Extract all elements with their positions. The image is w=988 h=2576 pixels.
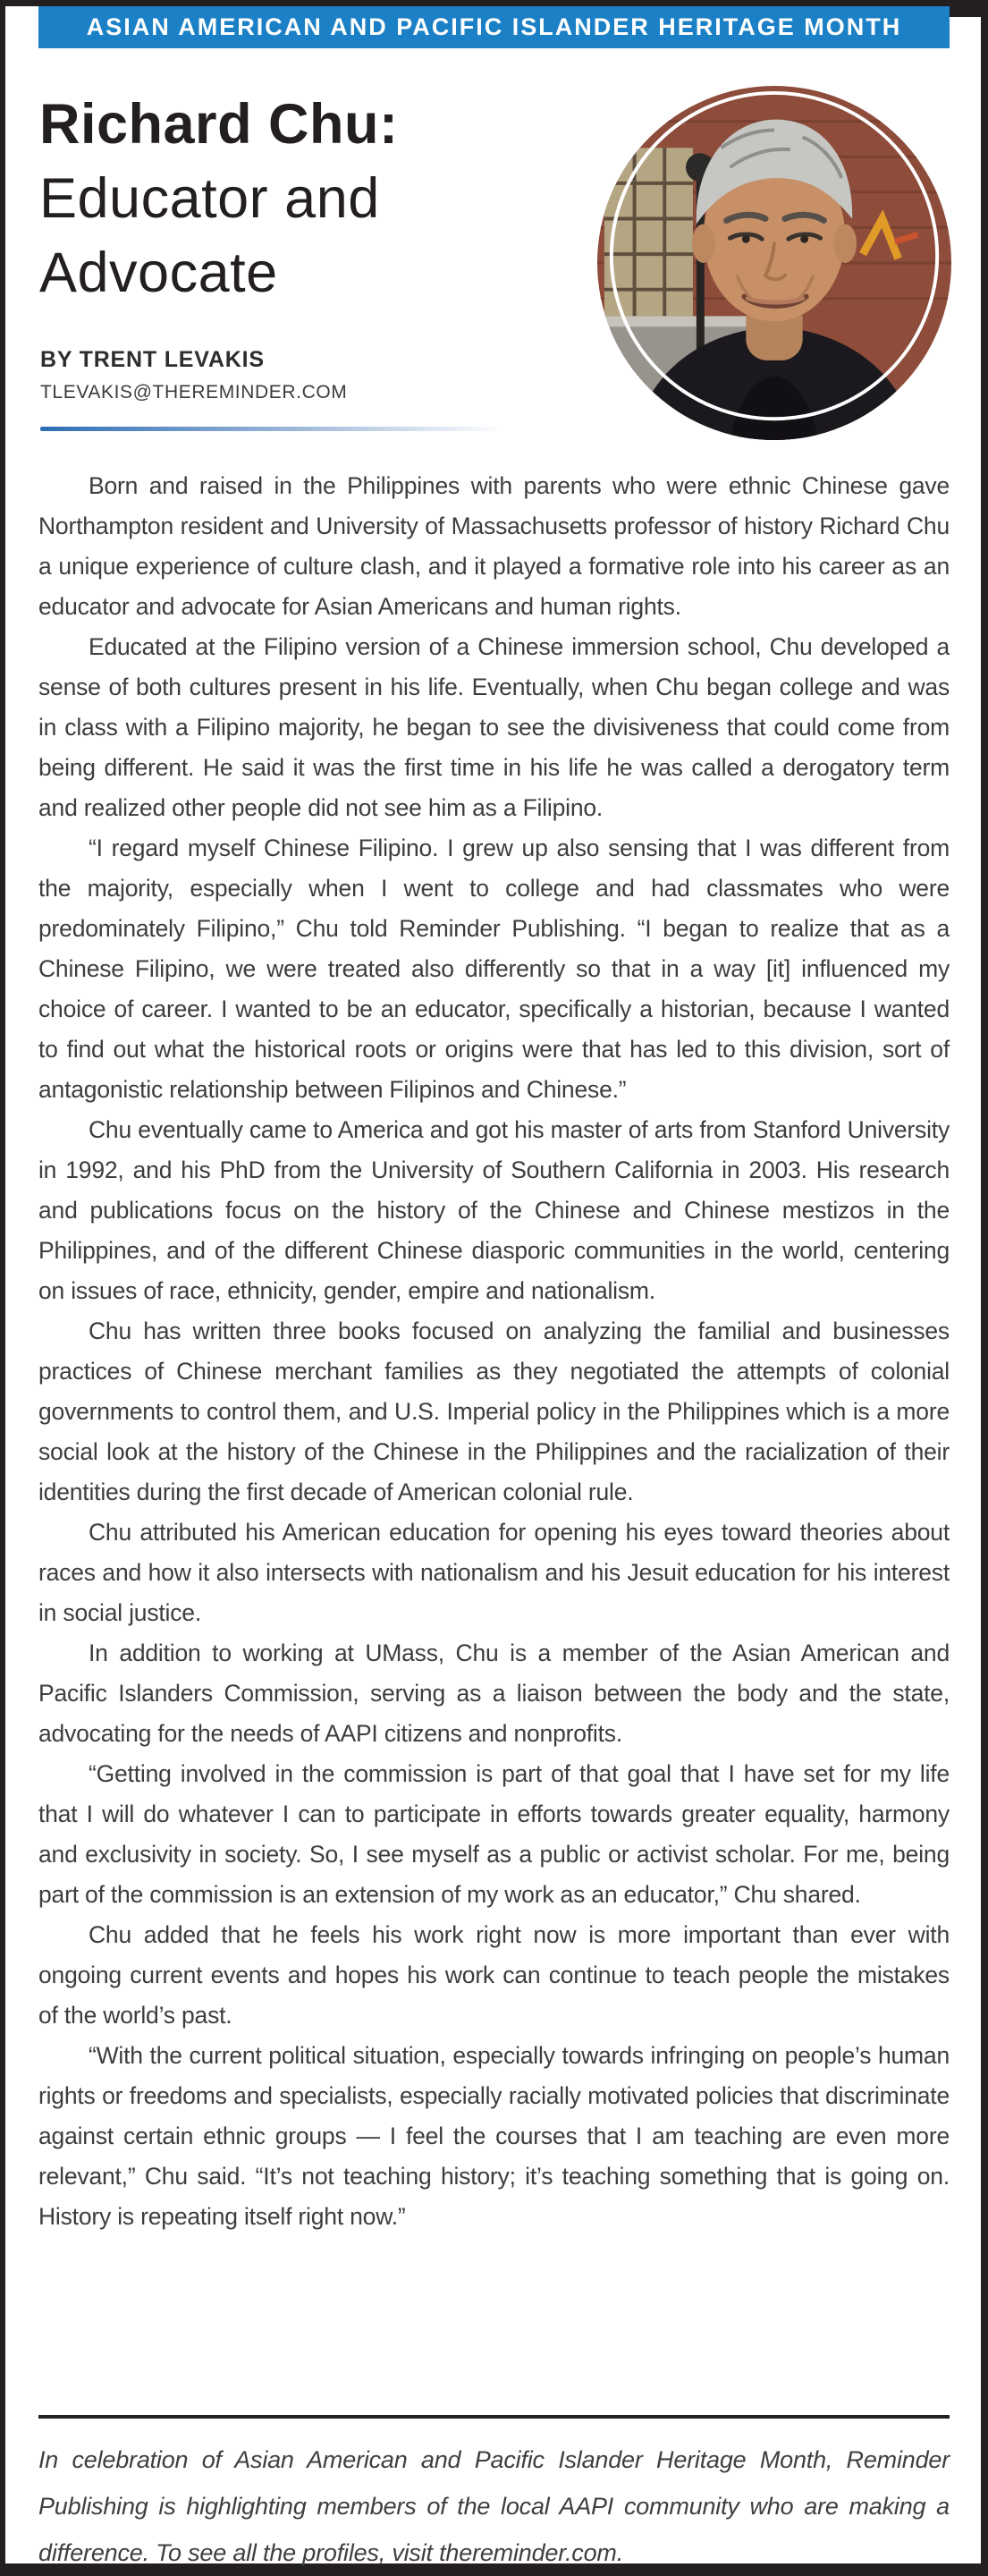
- article-paragraph: “With the current political situation, especially towards infringing on people’s human rights or freedoms and specialists, especially racially motivated policies that discriminate against certain ethnic groups — I feel the courses that I am teaching are even more relevant,” Chu said. “It’s not teaching history; it’s teaching something that is going on. History is repeating itself right now.”: [38, 2042, 950, 2230]
- footer-divider: [38, 2415, 950, 2419]
- page-border-left: [0, 0, 5, 2576]
- byline-author: BY TRENT LEVAKIS: [40, 347, 265, 372]
- article-paragraph: Educated at the Filipino version of a Chinese immersion school, Chu developed a sense of both cultures present in his life. Eventually, when Chu began college and was in class with a Filipino majority, he began to see the divisiveness that could come from being different. He said it was the first time in his life he was called a derogatory term and realized other people did not see him as a Filipino.: [38, 633, 950, 821]
- article-paragraph: Chu has written three books focused on analyzing the familial and businesses practices of Chinese merchant families as they negotiated the attempts of colonial governments to control them, and U.S. Imperial policy in the Philippines which is a more social look at the history of the Chinese in the Philippines and the racialization of their identities during the first decade of American colonial rule.: [38, 1318, 950, 1505]
- title-line-2: Educator and: [39, 167, 380, 230]
- portrait-photo-illustration: [597, 86, 951, 440]
- article-paragraph: Born and raised in the Philippines with parents who were ethnic Chinese gave Northampton resident and University of Massachusetts professor of history Richard Chu a unique experience of culture clash, and it played a formative role into his career as an educator and advocate for Asian Americans and human rights.: [38, 472, 950, 620]
- byline-email: TLEVAKIS@THEREMINDER.COM: [40, 382, 348, 402]
- byline-divider: [40, 427, 505, 431]
- article-paragraph: “I regard myself Chinese Filipino. I grew up also sensing that I was different from the majority, especially when I went to college and had classmates who were predominately Filipino,” Chu told Reminder Publishing. “I began to realize that as a Chinese Filipino, we were treated also differently so that in a way [it] influenced my choice of career. I wanted to be an educator, specifically a historian, because I wanted to find out what the historical roots or origins were that has led to this division, sort of antagonistic relationship between Filipinos and Chinese.”: [38, 835, 950, 1103]
- article-paragraph: Chu eventually came to America and got his master of arts from Stanford University in 1992, and his PhD from the University of Southern California in 2003. His research and publications focus on the history of the Chinese and Chinese mestizos in the Philippines, and of the different Chinese diasporic communities in the world, centering on issues of race, ethnicity, gender, empire and nationalism.: [38, 1116, 950, 1304]
- page-title: [39, 88, 594, 310]
- portrait-photo: [597, 86, 951, 440]
- article-paragraph: Chu attributed his American education for opening his eyes toward theories about races and how it also intersects with nationalism and his Jesuit education for his interest in social justice.: [38, 1519, 950, 1626]
- title-line-1: Richard Chu:: [39, 93, 399, 156]
- article-paragraph: “Getting involved in the commission is part of that goal that I have set for my life that I will do whatever I can to participate in efforts towards greater equality, harmony and exclusivity in society. So, I see myself as a public or activist scholar. For me, being part of the commission is an extension of my work as an educator,” Chu shared.: [38, 1760, 950, 1908]
- section-banner: [38, 6, 950, 48]
- article-paragraph: In addition to working at UMass, Chu is a member of the Asian American and Pacific Islanders Commission, serving as a liaison between the body and the state, advocating for the needs of AAPI citizens and nonprofits.: [38, 1640, 950, 1747]
- article-paragraph: Chu added that he feels his work right now is more important than ever with ongoing current events and hopes his work can continue to teach people the mistakes of the world’s past.: [38, 1921, 950, 2029]
- section-banner-label: ASIAN AMERICAN AND PACIFIC ISLANDER HERITAGE MONTH: [86, 13, 902, 40]
- page-border-right: [981, 0, 988, 2576]
- article-body: [38, 466, 950, 2237]
- footer-note: In celebration of Asian American and Pacific Islander Heritage Month, Reminder Publishing is highlighting members of the local AAPI community who are making a difference. To see all the profiles, visit thereminder.com.: [38, 2446, 950, 2566]
- page-border-top: [0, 0, 988, 6]
- title-line-3: Advocate: [39, 242, 278, 304]
